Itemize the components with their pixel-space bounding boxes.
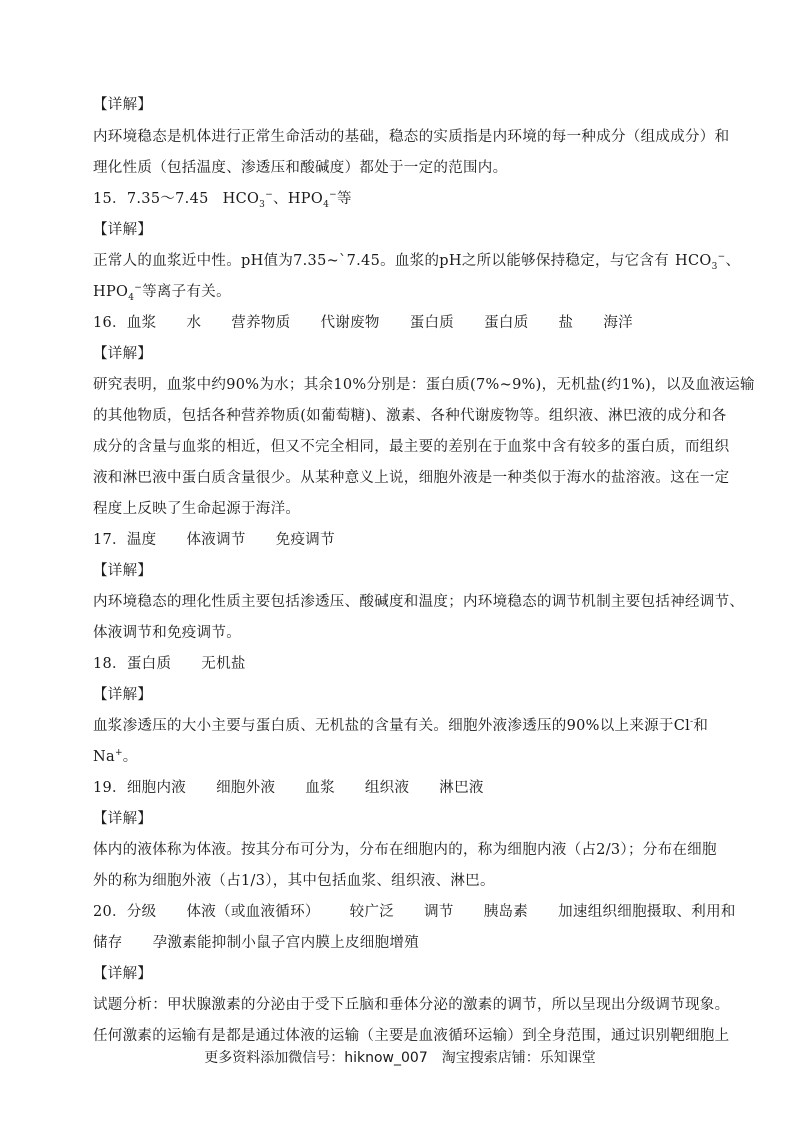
separator: 、	[273, 191, 288, 207]
page-footer: 更多资料添加微信号：hiknow_007 淘宝搜索店铺：乐知课堂	[204, 1050, 596, 1066]
detail-header: 【详解】	[93, 346, 153, 362]
explanation-line: 研究表明，血浆中约90%为水；其余10%分别是：蛋白质(7%~9%)，无机盐(约1%)，以及血液运输	[93, 377, 755, 393]
question-number: 18．	[93, 656, 127, 672]
question-number: 20．	[93, 904, 127, 920]
detail-header: 【详解】	[93, 966, 153, 982]
answer-line-19: 19．细胞内液 细胞外液 血浆 组织液 淋巴液	[93, 780, 484, 796]
explanation-line: 体内的液体称为体液。按其分布可分为，分布在细胞内的，称为细胞内液（占2/3）；分布在细胞	[93, 842, 717, 858]
explanation-line: 正常人的血浆近中性。pH值为7.35~`7.45。血浆的pH之所以能够保持稳定，与它含有 $HCO_3^-$、	[93, 252, 741, 272]
detail-header: 【详解】	[93, 563, 153, 579]
detail-header: 【详解】	[93, 97, 153, 113]
explanation-line: 任何激素的运输有是都是通过体液的运输（主要是血液循环运输）到全身范围，通过识别靶细胞上	[93, 1028, 730, 1044]
explanation-line: 血浆渗透压的大小主要与蛋白质、无机盐的含量有关。细胞外液渗透压的90%以上来源于Cl-和	[93, 717, 709, 734]
answer-ion-hpo4: $HPO_4^-$	[287, 190, 337, 210]
question-number: 19．	[93, 780, 127, 796]
explanation-line: 内环境稳态的理化性质主要包括渗透压、酸碱度和温度；内环境稳态的调节机制主要包括神经调节、	[93, 594, 745, 610]
detail-header: 【详解】	[93, 687, 153, 703]
explanation-line: 理化性质（包括温度、渗透压和酸碱度）都处于一定的范围内。	[93, 160, 508, 176]
explanation-line: 体液调节和免疫调节。	[93, 625, 241, 641]
explanation-line: 试题分析：甲状腺激素的分泌由于受下丘脑和垂体分泌的激素的调节，所以呈现出分级调节现象。	[93, 997, 730, 1013]
explanation-line: Na+。	[93, 748, 138, 765]
question-number: 17．	[93, 532, 127, 548]
answer-line-17: 17．温度 体液调节 免疫调节	[93, 532, 335, 548]
explanation-line: 的其他物质，包括各种营养物质(如葡萄糖)、激素、各种代谢废物等。组织液、淋巴液的成分和各	[93, 408, 727, 424]
answer-ph-range: 7.35～7.45	[126, 191, 209, 207]
explanation-line: $HPO_4^-$等离子有关。	[93, 283, 231, 303]
answer-line-20: 20．分级 体液（或血液循环） 较广泛 调节 胰岛素 加速组织细胞摄取、利用和	[93, 904, 736, 920]
explanation-line: 程度上反映了生命起源于海洋。	[93, 501, 301, 517]
answer-line-16: 16．血浆 水 营养物质 代谢废物 蛋白质 蛋白质 盐 海洋	[93, 315, 633, 331]
answer-line-20-cont: 储存 孕激素能抑制小鼠子宫内膜上皮细胞增殖	[93, 935, 420, 951]
answer-line-15	[93, 189, 733, 209]
answer-ion-hco3: $HCO_3^-$	[222, 190, 274, 210]
explanation-line: 外的称为细胞外液（占1/3），其中包括血浆、组织液、淋巴。	[93, 873, 495, 889]
explanation-line: 内环境稳态是机体进行正常生命活动的基础，稳态的实质指是内环境的每一种成分（组成成分）和	[93, 129, 730, 145]
explanation-line: 成分的含量与血浆的相近，但又不完全相同，最主要的差别在于血浆中含有较多的蛋白质，而组织	[93, 439, 730, 455]
explanation-line: 液和淋巴液中蛋白质含量很少。从某种意义上说，细胞外液是一种类似于海水的盐溶液。这在一定	[93, 470, 730, 486]
question-number: 16．	[93, 315, 127, 331]
detail-header: 【详解】	[93, 811, 153, 827]
question-number: 15．	[93, 191, 127, 207]
answer-suffix: 等	[336, 191, 352, 207]
detail-header: 【详解】	[93, 222, 153, 238]
answer-line-18: 18．蛋白质 无机盐	[93, 656, 246, 672]
